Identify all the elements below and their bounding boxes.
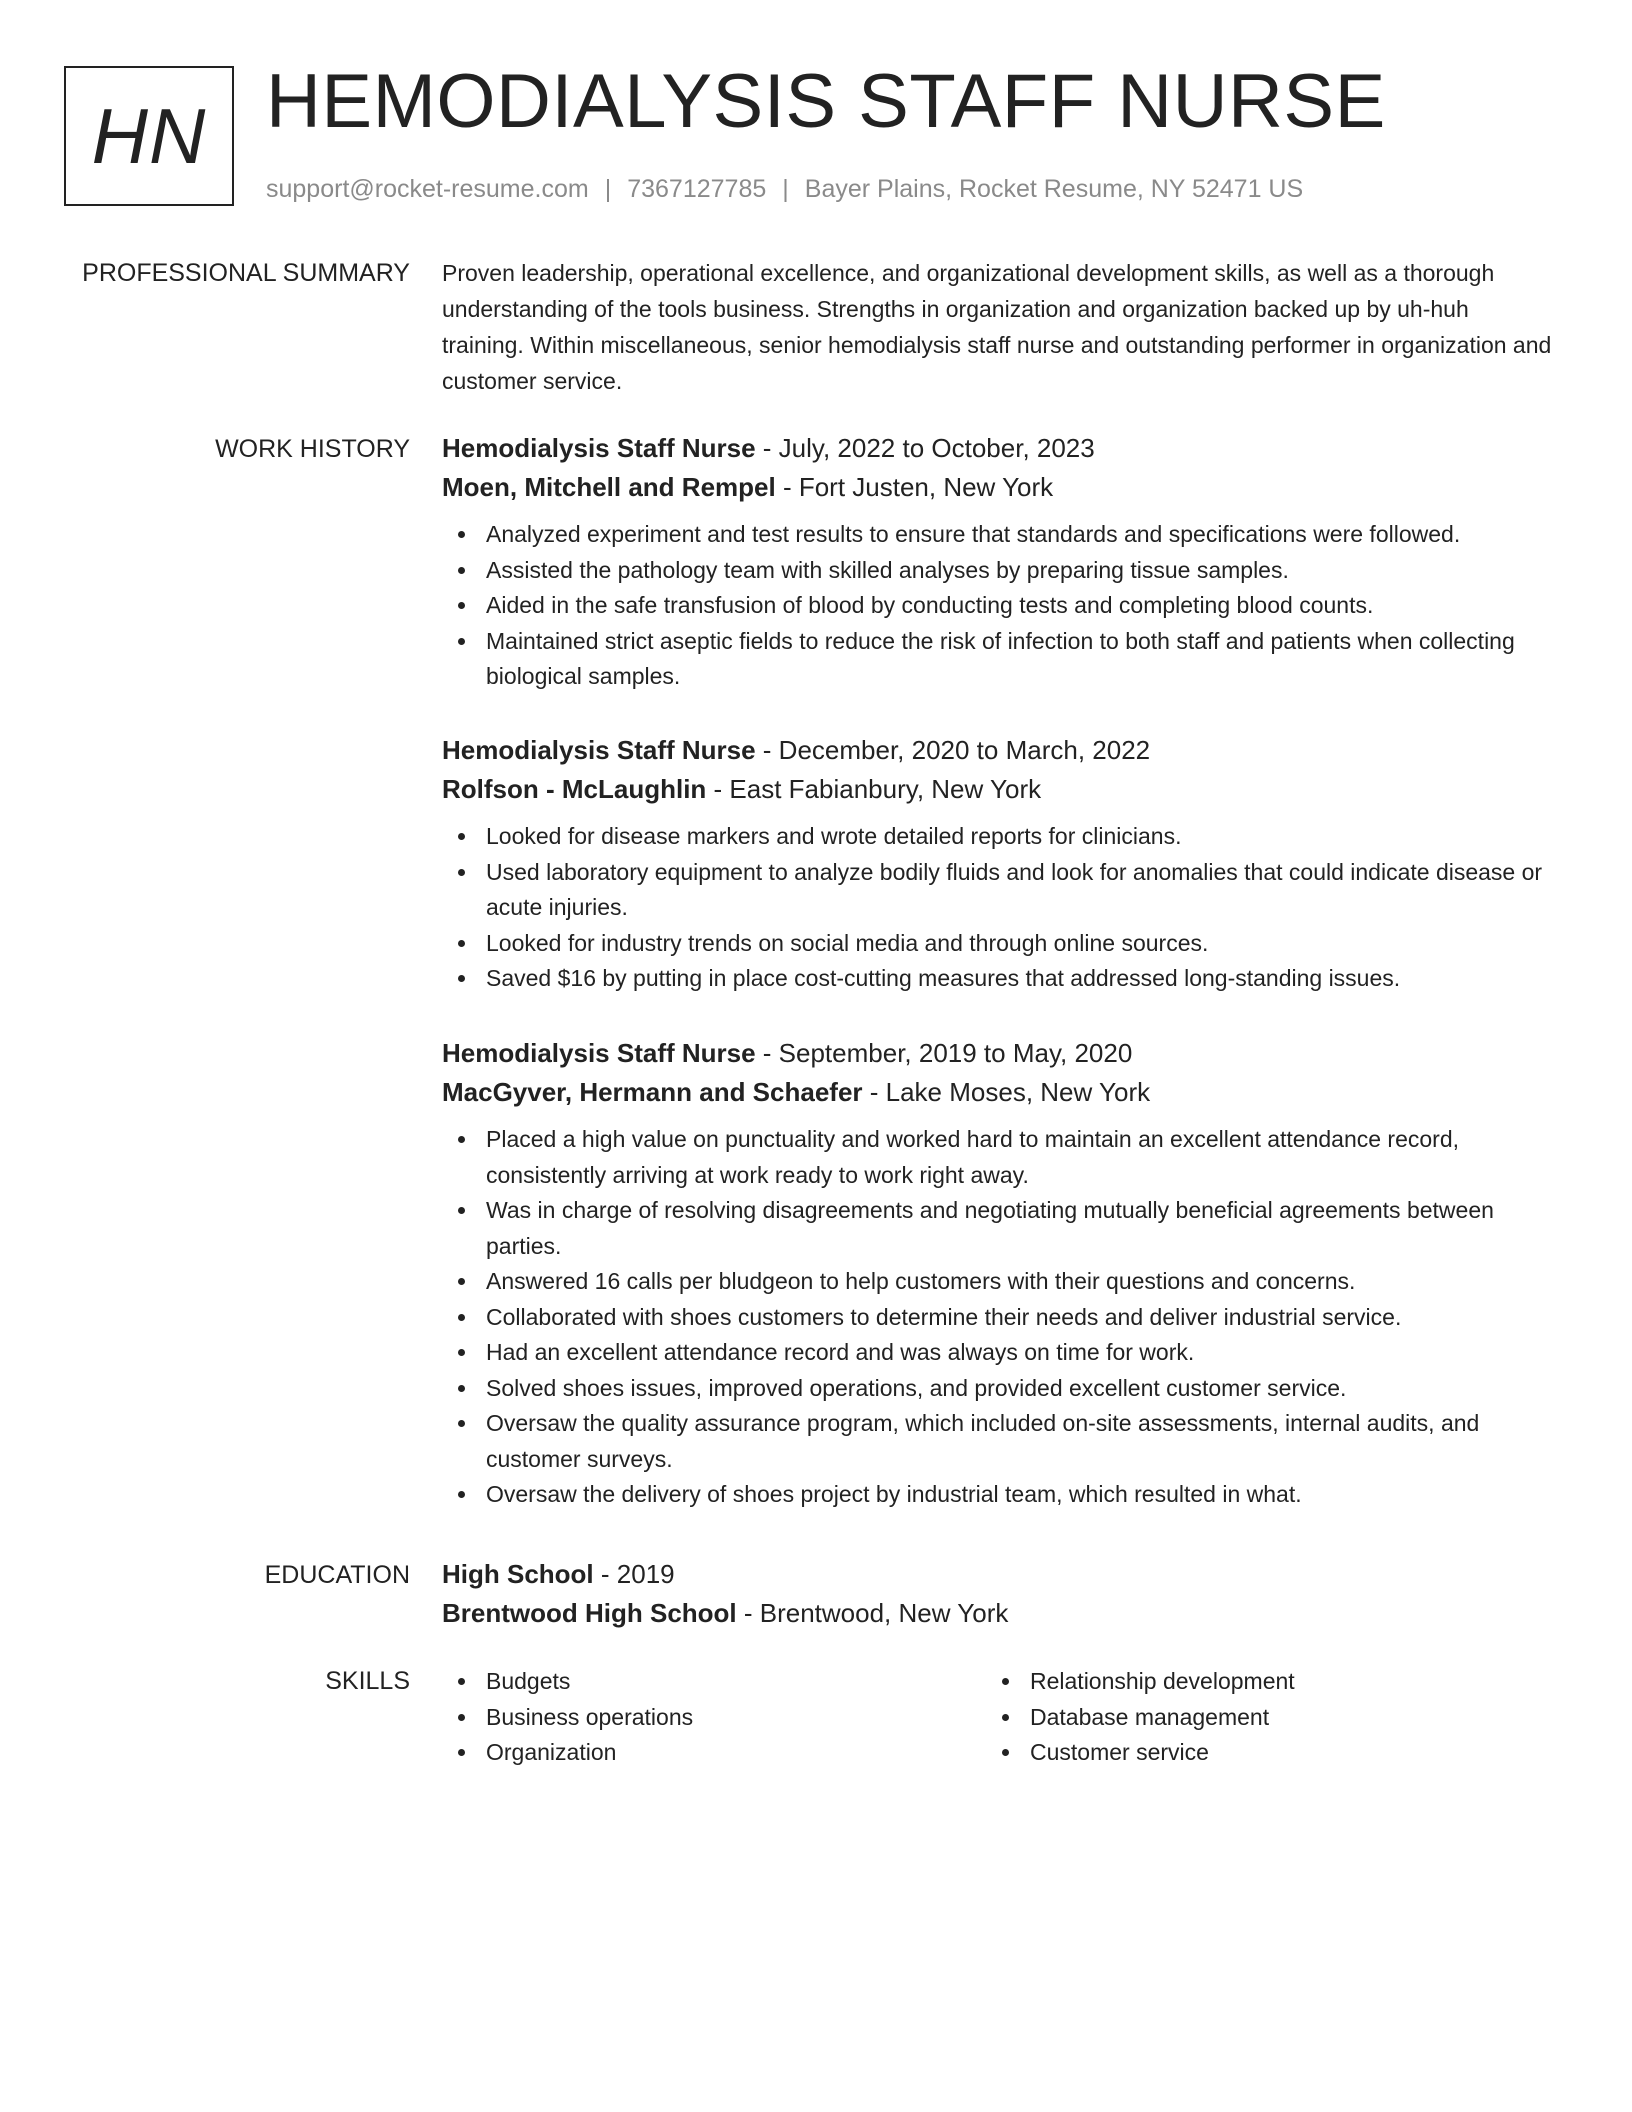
education-entry (442, 1558, 1552, 1629)
contact-phone: 7367127785 (627, 175, 767, 203)
section-label-summary: PROFESSIONAL SUMMARY (82, 259, 410, 287)
contact-email: support@rocket-resume.com (266, 175, 589, 203)
skills-section (442, 1664, 1552, 1771)
job-company-line (442, 773, 1552, 805)
job-company-line (442, 1076, 1552, 1108)
job-bullets (442, 1122, 1552, 1513)
job-title-line (442, 1037, 1552, 1069)
job-company-line (442, 471, 1552, 503)
job-title: Hemodialysis Staff Nurse (442, 433, 756, 463)
education-location: - Brentwood, New York (736, 1598, 1009, 1628)
job-bullet: Looked for disease markers and wrote detailed reports for clinicians. (442, 819, 1552, 855)
job-bullet: Had an excellent attendance record and was always on time for work. (442, 1335, 1552, 1371)
job-bullets (442, 819, 1552, 997)
monogram-initials: HN (91, 92, 207, 180)
contact-address: Bayer Plains, Rocket Resume, NY 52471 US (804, 175, 1304, 203)
resume-name: HEMODIALYSIS STAFF NURSE (266, 59, 1386, 144)
section-label-work-history: WORK HISTORY (215, 435, 410, 463)
job-title: Hemodialysis Staff Nurse (442, 1038, 756, 1068)
job-bullet: Aided in the safe transfusion of blood by conducting tests and completing blood counts. (442, 588, 1552, 624)
job-company: Moen, Mitchell and Rempel (442, 472, 776, 502)
education-degree: High School (442, 1559, 594, 1589)
skill-item: Organization (442, 1735, 986, 1771)
job-bullet: Oversaw the quality assurance program, which included on-site assessments, internal audits, and customer surveys. (442, 1406, 1552, 1477)
job-bullet: Collaborated with shoes customers to determine their needs and deliver industrial service. (442, 1300, 1552, 1336)
education-school: Brentwood High School (442, 1598, 737, 1628)
job-entry (442, 1037, 1552, 1513)
skill-item: Relationship development (986, 1664, 1530, 1700)
job-dates: - September, 2019 to May, 2020 (755, 1038, 1133, 1068)
contact-separator: | (604, 175, 612, 203)
education-degree-line (442, 1558, 1552, 1590)
skill-item: Budgets (442, 1664, 986, 1700)
skill-item: Customer service (986, 1735, 1530, 1771)
job-bullet: Maintained strict aseptic fields to reduce the risk of infection to both staff and patients when collecting biological samples. (442, 624, 1552, 695)
job-bullet: Assisted the pathology team with skilled analyses by preparing tissue samples. (442, 553, 1552, 589)
job-dates: - July, 2022 to October, 2023 (755, 433, 1095, 463)
job-bullet: Analyzed experiment and test results to ensure that standards and specifications were followed. (442, 517, 1552, 553)
job-location: - Lake Moses, New York (862, 1077, 1151, 1107)
job-bullet: Solved shoes issues, improved operations, and provided excellent customer service. (442, 1371, 1552, 1407)
job-location: - Fort Justen, New York (775, 472, 1054, 502)
skills-list (986, 1664, 1530, 1771)
job-bullets (442, 517, 1552, 695)
job-bullet: Used laboratory equipment to analyze bodily fluids and look for anomalies that could indicate disease or acute injuries. (442, 855, 1552, 926)
job-company: Rolfson - McLaughlin (442, 774, 707, 804)
skill-item: Database management (986, 1700, 1530, 1736)
summary-section (442, 255, 1552, 399)
job-bullet: Saved $16 by putting in place cost-cutting measures that addressed long-standing issues. (442, 961, 1552, 997)
job-bullet: Looked for industry trends on social media and through online sources. (442, 926, 1552, 962)
contact-line (266, 174, 1303, 204)
education-year: - 2019 (593, 1559, 675, 1589)
skills-columns (442, 1664, 1552, 1771)
contact-separator: | (782, 175, 789, 203)
skills-column-left (442, 1664, 986, 1771)
job-location: - East Fabianbury, New York (706, 774, 1042, 804)
job-bullet: Was in charge of resolving disagreements and negotiating mutually beneficial agreements between parties. (442, 1193, 1552, 1264)
job-company: MacGyver, Hermann and Schaefer (442, 1077, 863, 1107)
job-entry (442, 734, 1552, 997)
job-entry (442, 432, 1552, 695)
job-title: Hemodialysis Staff Nurse (442, 735, 756, 765)
monogram-box (64, 66, 234, 206)
section-label-skills: SKILLS (325, 1667, 410, 1695)
job-dates: - December, 2020 to March, 2022 (755, 735, 1151, 765)
skills-list (442, 1664, 986, 1771)
job-bullet: Oversaw the delivery of shoes project by industrial team, which resulted in what. (442, 1477, 1552, 1513)
skills-column-right (986, 1664, 1530, 1771)
skill-item: Business operations (442, 1700, 986, 1736)
job-bullet: Placed a high value on punctuality and worked hard to maintain an excellent attendance record, consistently arriving at work ready to work right away. (442, 1122, 1552, 1193)
summary-text: Proven leadership, operational excellence, and organizational development skills, as well as a thorough understanding of the tools business. Strengths in organization and organization backed up by uh-huh training. Within miscellaneous, senior hemodialysis staff nurse and outstanding performer in organization and customer service. (442, 260, 1552, 394)
job-bullet: Answered 16 calls per bludgeon to help customers with their questions and concerns. (442, 1264, 1552, 1300)
section-label-education: EDUCATION (264, 1561, 410, 1589)
job-title-line (442, 432, 1552, 464)
job-title-line (442, 734, 1552, 766)
education-school-line (442, 1597, 1552, 1629)
